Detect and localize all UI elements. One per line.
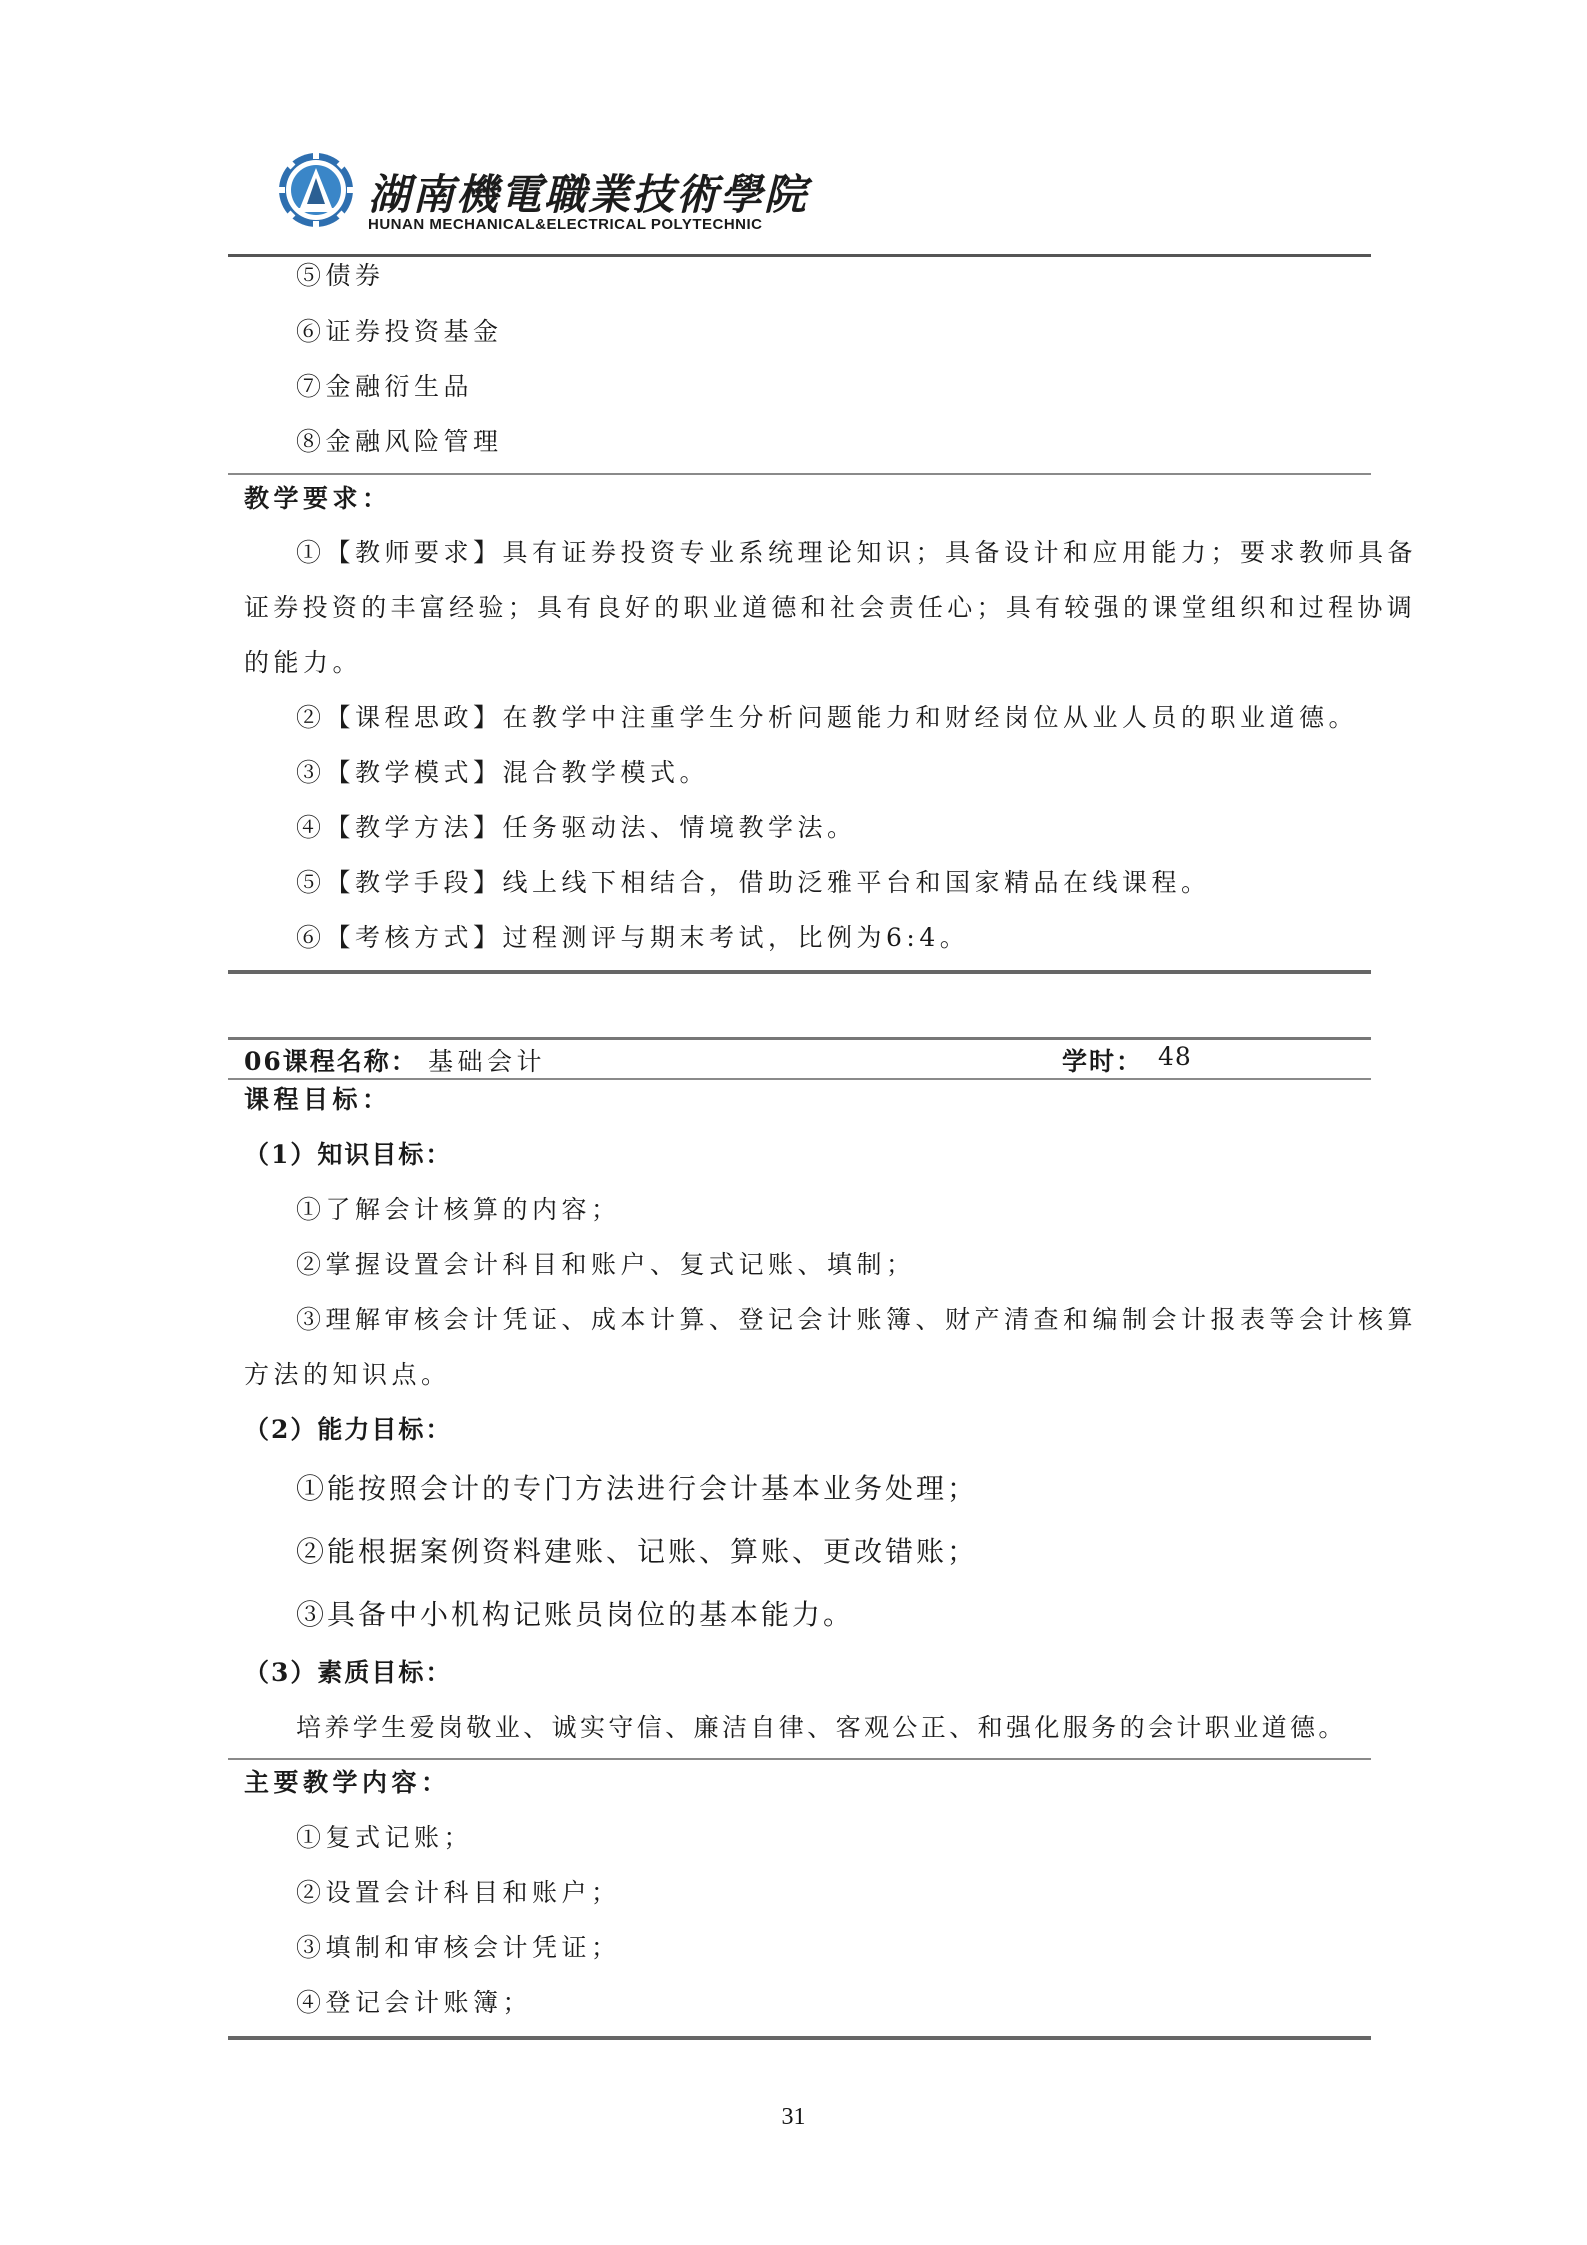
course-hours-label: 学时： <box>1062 1047 1144 1076</box>
course-name: 基础会计 <box>428 1047 547 1076</box>
requirement-line: ②【课程思政】在教学中注重学生分析问题能力和财经岗位从业人员的职业道德。 <box>296 703 1359 732</box>
ability-heading: （2）能力目标： <box>244 1415 453 1444</box>
objective-line: ①能按照会计的专门方法进行会计基本业务处理； <box>296 1472 979 1505</box>
school-name-cn: 湖南機電職業技術學院 <box>368 170 809 219</box>
content-item: ⑧金融风险管理 <box>296 427 503 456</box>
course-hours: 48 <box>1158 1042 1192 1071</box>
objective-line: ①了解会计核算的内容； <box>296 1195 621 1224</box>
section-divider <box>228 1758 1371 1760</box>
header-divider <box>228 254 1371 257</box>
objective-line: ②掌握设置会计科目和账户、复式记账、填制； <box>296 1250 916 1279</box>
school-logo-icon <box>276 150 356 230</box>
knowledge-heading: （1）知识目标： <box>244 1140 453 1169</box>
section-divider <box>228 1078 1371 1080</box>
requirement-line: ①【教师要求】具有证券投资专业系统理论知识；具备设计和应用能力；要求教师具备 <box>296 538 1418 567</box>
content-heading: 主要教学内容： <box>244 1768 451 1797</box>
content-item: ②设置会计科目和账户； <box>296 1878 621 1907</box>
objectives-heading: 课程目标： <box>244 1085 392 1114</box>
page-header <box>276 150 809 246</box>
objective-line: ③具备中小机构记账员岗位的基本能力。 <box>296 1598 855 1631</box>
requirement-line: 证券投资的丰富经验；具有良好的职业道德和社会责任心；具有较强的课堂组织和过程协调 <box>244 593 1417 622</box>
requirement-line: ④【教学方法】任务驱动法、情境教学法。 <box>296 813 857 842</box>
section-divider <box>228 473 1371 475</box>
requirement-line: ⑥【考核方式】过程测评与期末考试，比例为6:4。 <box>296 923 970 952</box>
content-item: ①复式记账； <box>296 1823 474 1852</box>
table-bottom-border <box>228 970 1371 974</box>
table-top-border <box>228 1037 1371 1040</box>
page-number: 31 <box>781 2104 806 2130</box>
requirement-line: ③【教学模式】混合教学模式。 <box>296 758 710 787</box>
quality-heading: （3）素质目标： <box>244 1658 453 1687</box>
content-item: ③填制和审核会计凭证； <box>296 1933 621 1962</box>
school-name-en: HUNAN MECHANICAL&ELECTRICAL POLYTECHNIC <box>368 216 763 233</box>
course-number-label: 06课程名称： <box>244 1047 418 1076</box>
content-item: ④登记会计账簿； <box>296 1988 533 2017</box>
table-bottom-border <box>228 2036 1371 2040</box>
objective-line: ②能根据案例资料建账、记账、算账、更改错账； <box>296 1535 979 1568</box>
objective-line: 方法的知识点。 <box>244 1360 451 1389</box>
content-item: ⑦金融衍生品 <box>296 372 474 401</box>
requirement-line: 的能力。 <box>244 648 363 677</box>
content-item: ⑥证券投资基金 <box>296 317 503 346</box>
requirements-heading: 教学要求： <box>244 484 392 513</box>
objective-line: ③理解审核会计凭证、成本计算、登记会计账簿、财产清查和编制会计报表等会计核算 <box>296 1305 1418 1334</box>
objective-line: 培养学生爱岗敬业、诚实守信、廉洁自律、客观公正、和强化服务的会计职业道德。 <box>296 1713 1347 1742</box>
requirement-line: ⑤【教学手段】线上线下相结合，借助泛雅平台和国家精品在线课程。 <box>296 868 1211 897</box>
content-item: ⑤债券 <box>296 261 385 290</box>
